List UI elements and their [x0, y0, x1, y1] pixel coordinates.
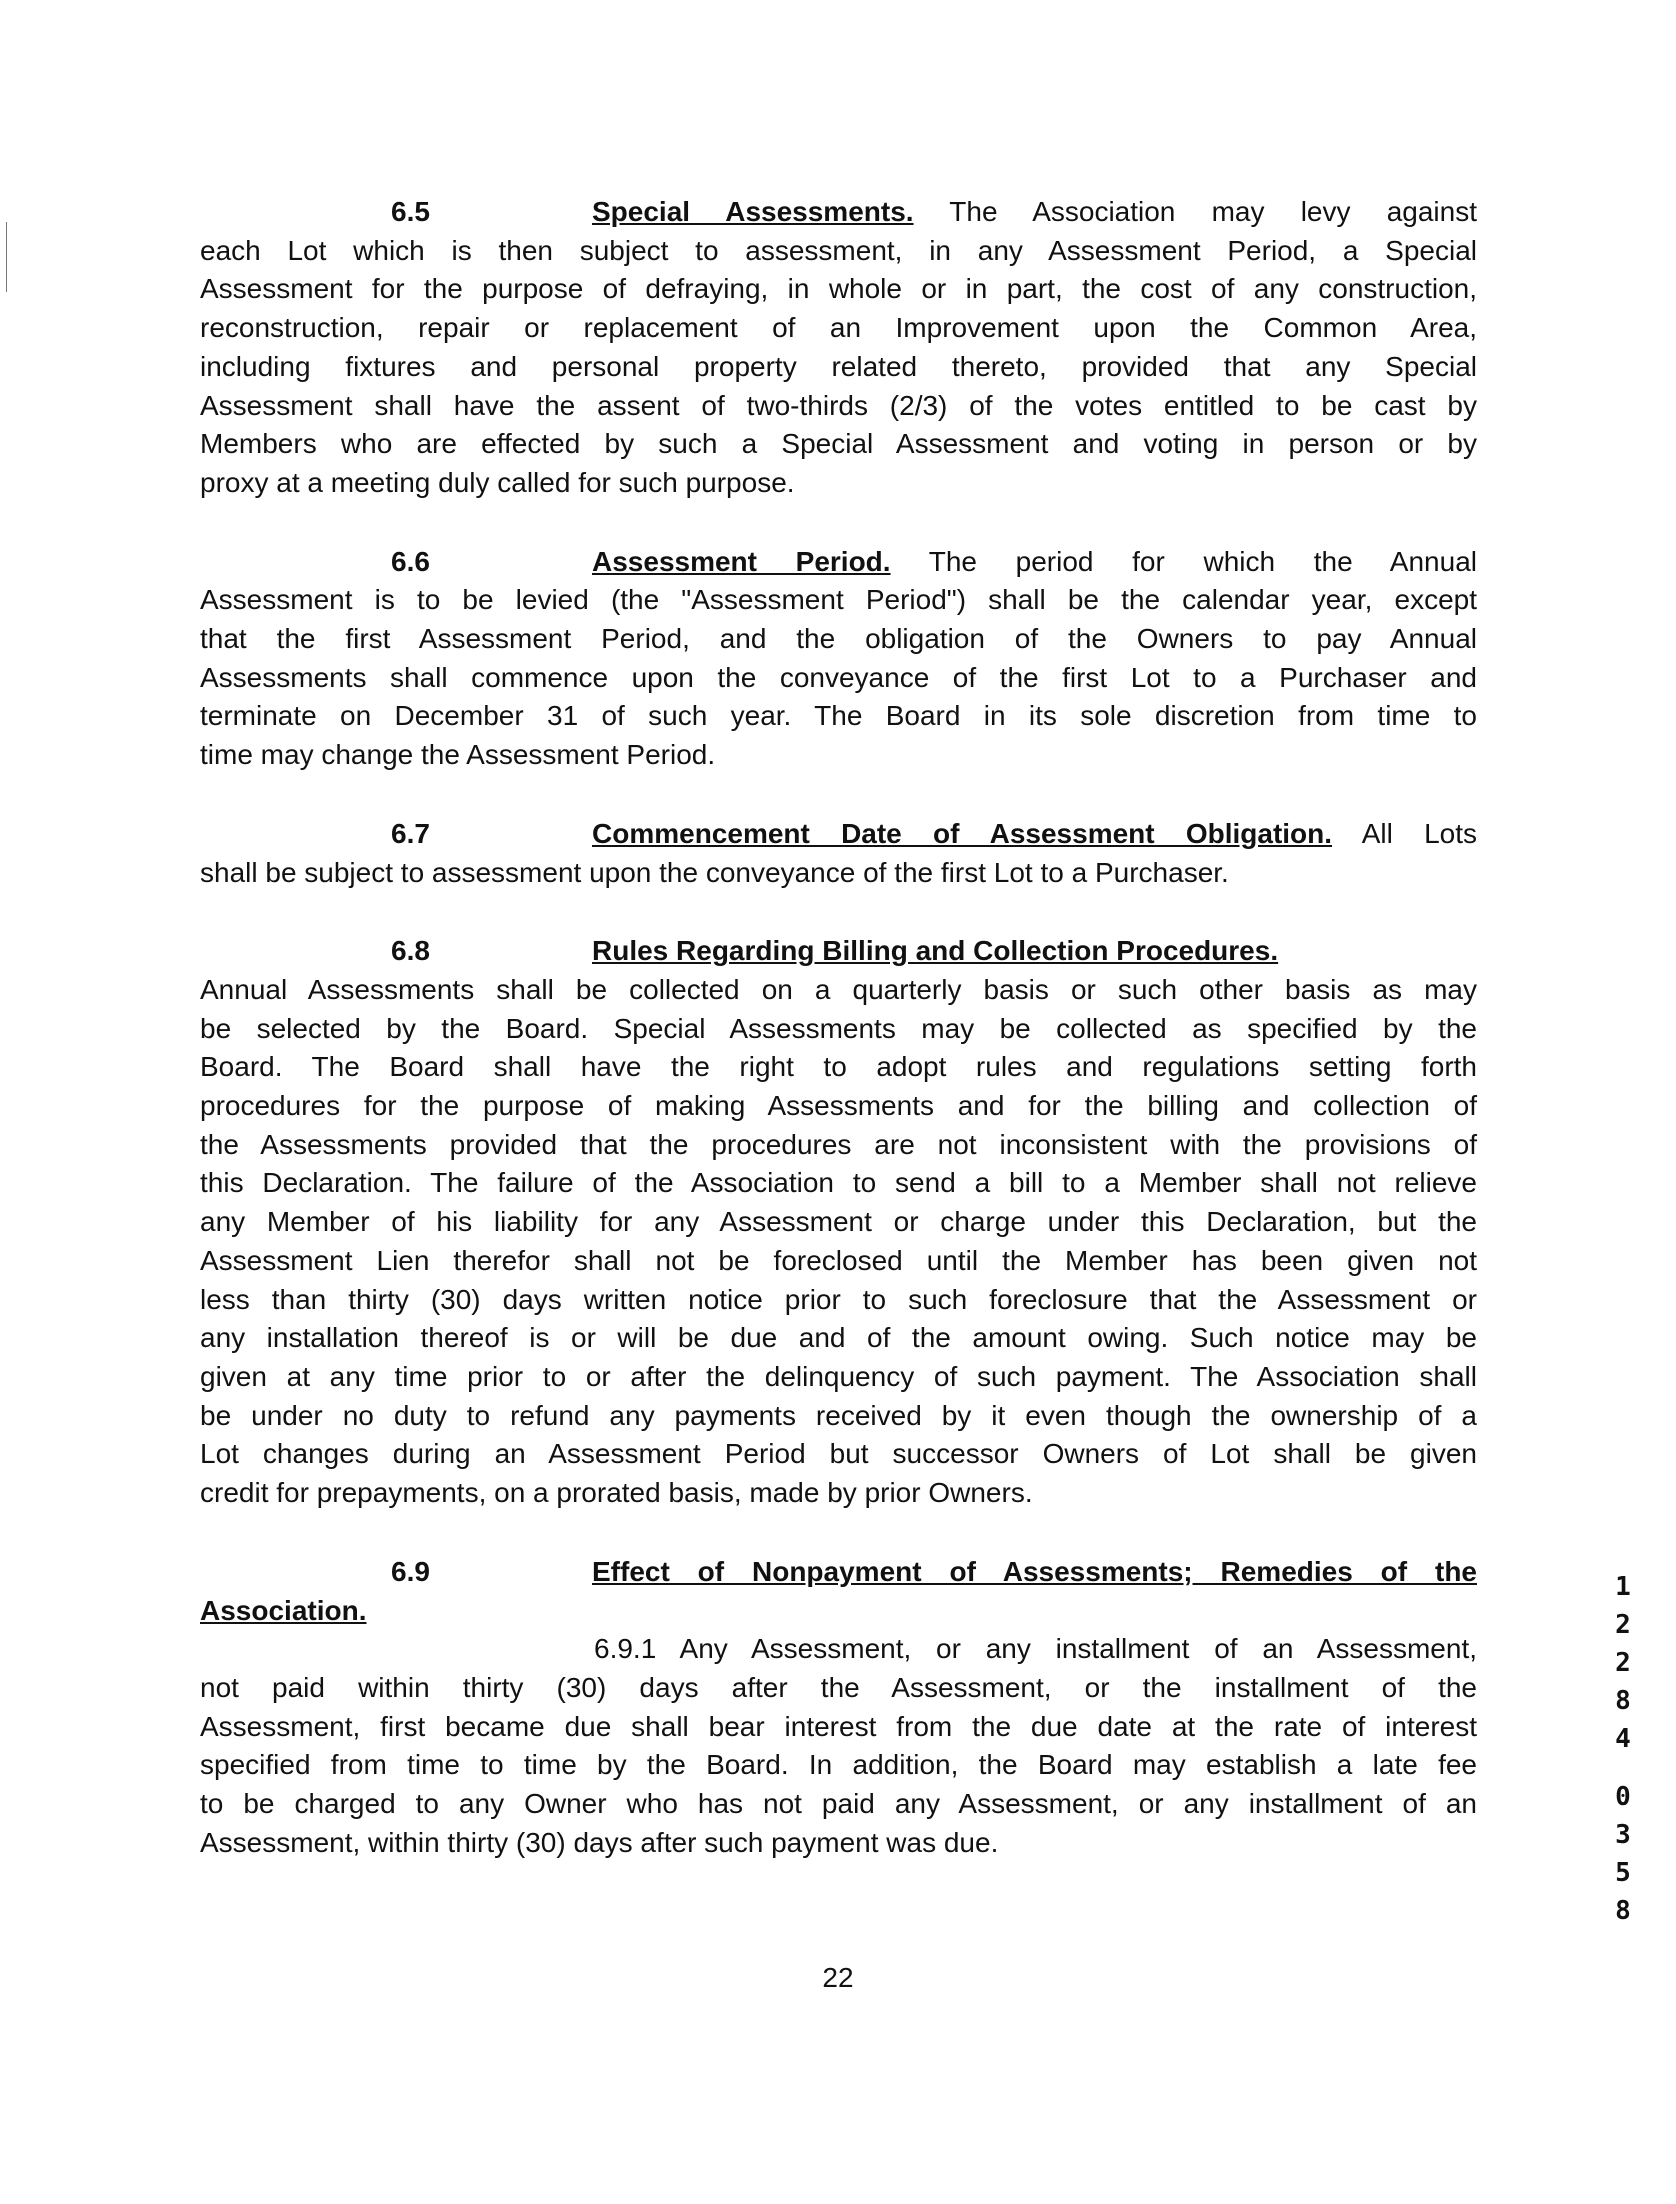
- section-6-5: [200, 193, 1477, 503]
- section-6-9: [200, 1553, 1477, 1863]
- section-title: Assessment Period.: [592, 545, 891, 577]
- stamp-digit: 5: [1615, 1858, 1631, 1888]
- body-line: proxy at a meeting duly called for such purpose.: [200, 466, 795, 498]
- body-line: this Declaration. The failure of the Association to send a bill to a Member shall not relieve: [200, 1167, 1477, 1199]
- stamp-digit: 1: [1615, 1572, 1631, 1602]
- stamp-digit: 0: [1615, 1782, 1631, 1812]
- body-line: Assessment for the purpose of defraying, in whole or in part, the cost of any construction,: [200, 273, 1477, 305]
- body-line: that the first Assessment Period, and the obligation of the Owners to pay Annual: [200, 623, 1477, 655]
- body-line: procedures for the purpose of making Assessments and for the billing and collection of: [200, 1090, 1477, 1122]
- body-text: The Association may levy against: [949, 196, 1478, 227]
- section-heading: [200, 932, 1477, 971]
- section-number: 6.9: [391, 1555, 430, 1587]
- body-line: Assessment shall have the assent of two-thirds (2/3) of the votes entitled to be cast by: [200, 389, 1477, 421]
- body-line: Assessment is to be levied (the "Assessment Period") shall be the calendar year, except: [200, 584, 1477, 616]
- body-line: Assessment Lien therefor shall not be foreclosed until the Member has been given not: [200, 1244, 1477, 1276]
- recording-stamp: [1608, 1568, 1638, 1930]
- body-line: be under no duty to refund any payments received by it even though the ownership of a: [200, 1399, 1477, 1431]
- section-heading: [200, 815, 1477, 854]
- scan-margin-mark: [6, 222, 7, 292]
- section-heading: [200, 193, 1477, 232]
- body-line: Board. The Board shall have the right to adopt rules and regulations setting forth: [200, 1051, 1477, 1083]
- body-line: specified from time to time by the Board. In addition, the Board may establish a late fee: [200, 1749, 1477, 1781]
- body-line: Assessment, within thirty (30) days after such payment was due.: [200, 1826, 999, 1858]
- body-line: any installation thereof is or will be due and of the amount owing. Such notice may be: [200, 1322, 1477, 1354]
- body-text: All Lots: [1361, 817, 1477, 849]
- section-number: 6.7: [391, 817, 430, 849]
- section-6-7: [200, 815, 1477, 892]
- stamp-digit: 4: [1615, 1724, 1631, 1754]
- section-title-continued: [200, 1592, 1477, 1631]
- body-line: shall be subject to assessment upon the conveyance of the first Lot to a Purchaser.: [200, 856, 1229, 888]
- section-number: 6.6: [391, 545, 430, 577]
- section-title: Rules Regarding Billing and Collection Procedures.: [592, 935, 1279, 967]
- body-line: terminate on December 31 of such year. The Board in its sole discretion from time to: [200, 700, 1477, 732]
- stamp-digit: 2: [1615, 1648, 1631, 1678]
- section-heading: [200, 1553, 1477, 1592]
- document-page: [200, 0, 1477, 1862]
- section-title-cont: Association.: [200, 1594, 367, 1626]
- body-line: time may change the Assessment Period.: [200, 739, 716, 771]
- body-line: the Assessments provided that the procedures are not inconsistent with the provisions of: [200, 1128, 1477, 1160]
- body-line: not paid within thirty (30) days after the Assessment, or the installment of the: [200, 1671, 1477, 1703]
- section-title: Special Assessments.: [592, 196, 914, 227]
- body-text: The period for which the Annual: [928, 545, 1477, 577]
- stamp-digit: 8: [1615, 1896, 1631, 1926]
- stamp-digit: 3: [1615, 1820, 1631, 1850]
- section-6-6: [200, 543, 1477, 775]
- section-title: Effect of Nonpayment of Assessments; Remedies of the: [592, 1555, 1477, 1587]
- section-heading: [200, 543, 1477, 582]
- stamp-digit: 8: [1615, 1686, 1631, 1716]
- body-text: Any Assessment, or any installment of an Assessment,: [679, 1633, 1477, 1665]
- body-line: including fixtures and personal property related thereto, provided that any Special: [200, 350, 1477, 382]
- section-number: 6.8: [391, 935, 430, 967]
- section-number: 6.5: [391, 196, 430, 227]
- body-line: to be charged to any Owner who has not paid any Assessment, or any installment of an: [200, 1788, 1477, 1820]
- page-number: 22: [822, 1962, 854, 1994]
- section-6-8: [200, 932, 1477, 1513]
- body-line: each Lot which is then subject to assessment, in any Assessment Period, a Special: [200, 234, 1477, 266]
- body-line: Members who are effected by such a Special Assessment and voting in person or by: [200, 428, 1477, 460]
- body-line: Assessment, first became due shall bear interest from the due date at the rate of interest: [200, 1710, 1477, 1742]
- subsection-line: [200, 1630, 1477, 1669]
- body-line: reconstruction, repair or replacement of an Improvement upon the Common Area,: [200, 312, 1477, 344]
- body-line: any Member of his liability for any Assessment or charge under this Declaration, but the: [200, 1206, 1477, 1238]
- body-line: Assessments shall commence upon the conveyance of the first Lot to a Purchaser and: [200, 661, 1477, 693]
- subsection-number: 6.9.1: [594, 1633, 657, 1665]
- body-line: Lot changes during an Assessment Period but successor Owners of Lot shall be given: [200, 1438, 1477, 1470]
- body-line: less than thirty (30) days written notice prior to such foreclosure that the Assessment or: [200, 1283, 1477, 1315]
- body-line: credit for prepayments, on a prorated basis, made by prior Owners.: [200, 1477, 1033, 1509]
- stamp-digit: 2: [1615, 1610, 1631, 1640]
- body-line: given at any time prior to or after the delinquency of such payment. The Association shall: [200, 1360, 1477, 1392]
- body-line: be selected by the Board. Special Assessments may be collected as specified by the: [200, 1012, 1477, 1044]
- section-title: Commencement Date of Assessment Obligation.: [592, 817, 1333, 849]
- body-line: Annual Assessments shall be collected on a quarterly basis or such other basis as may: [200, 973, 1477, 1005]
